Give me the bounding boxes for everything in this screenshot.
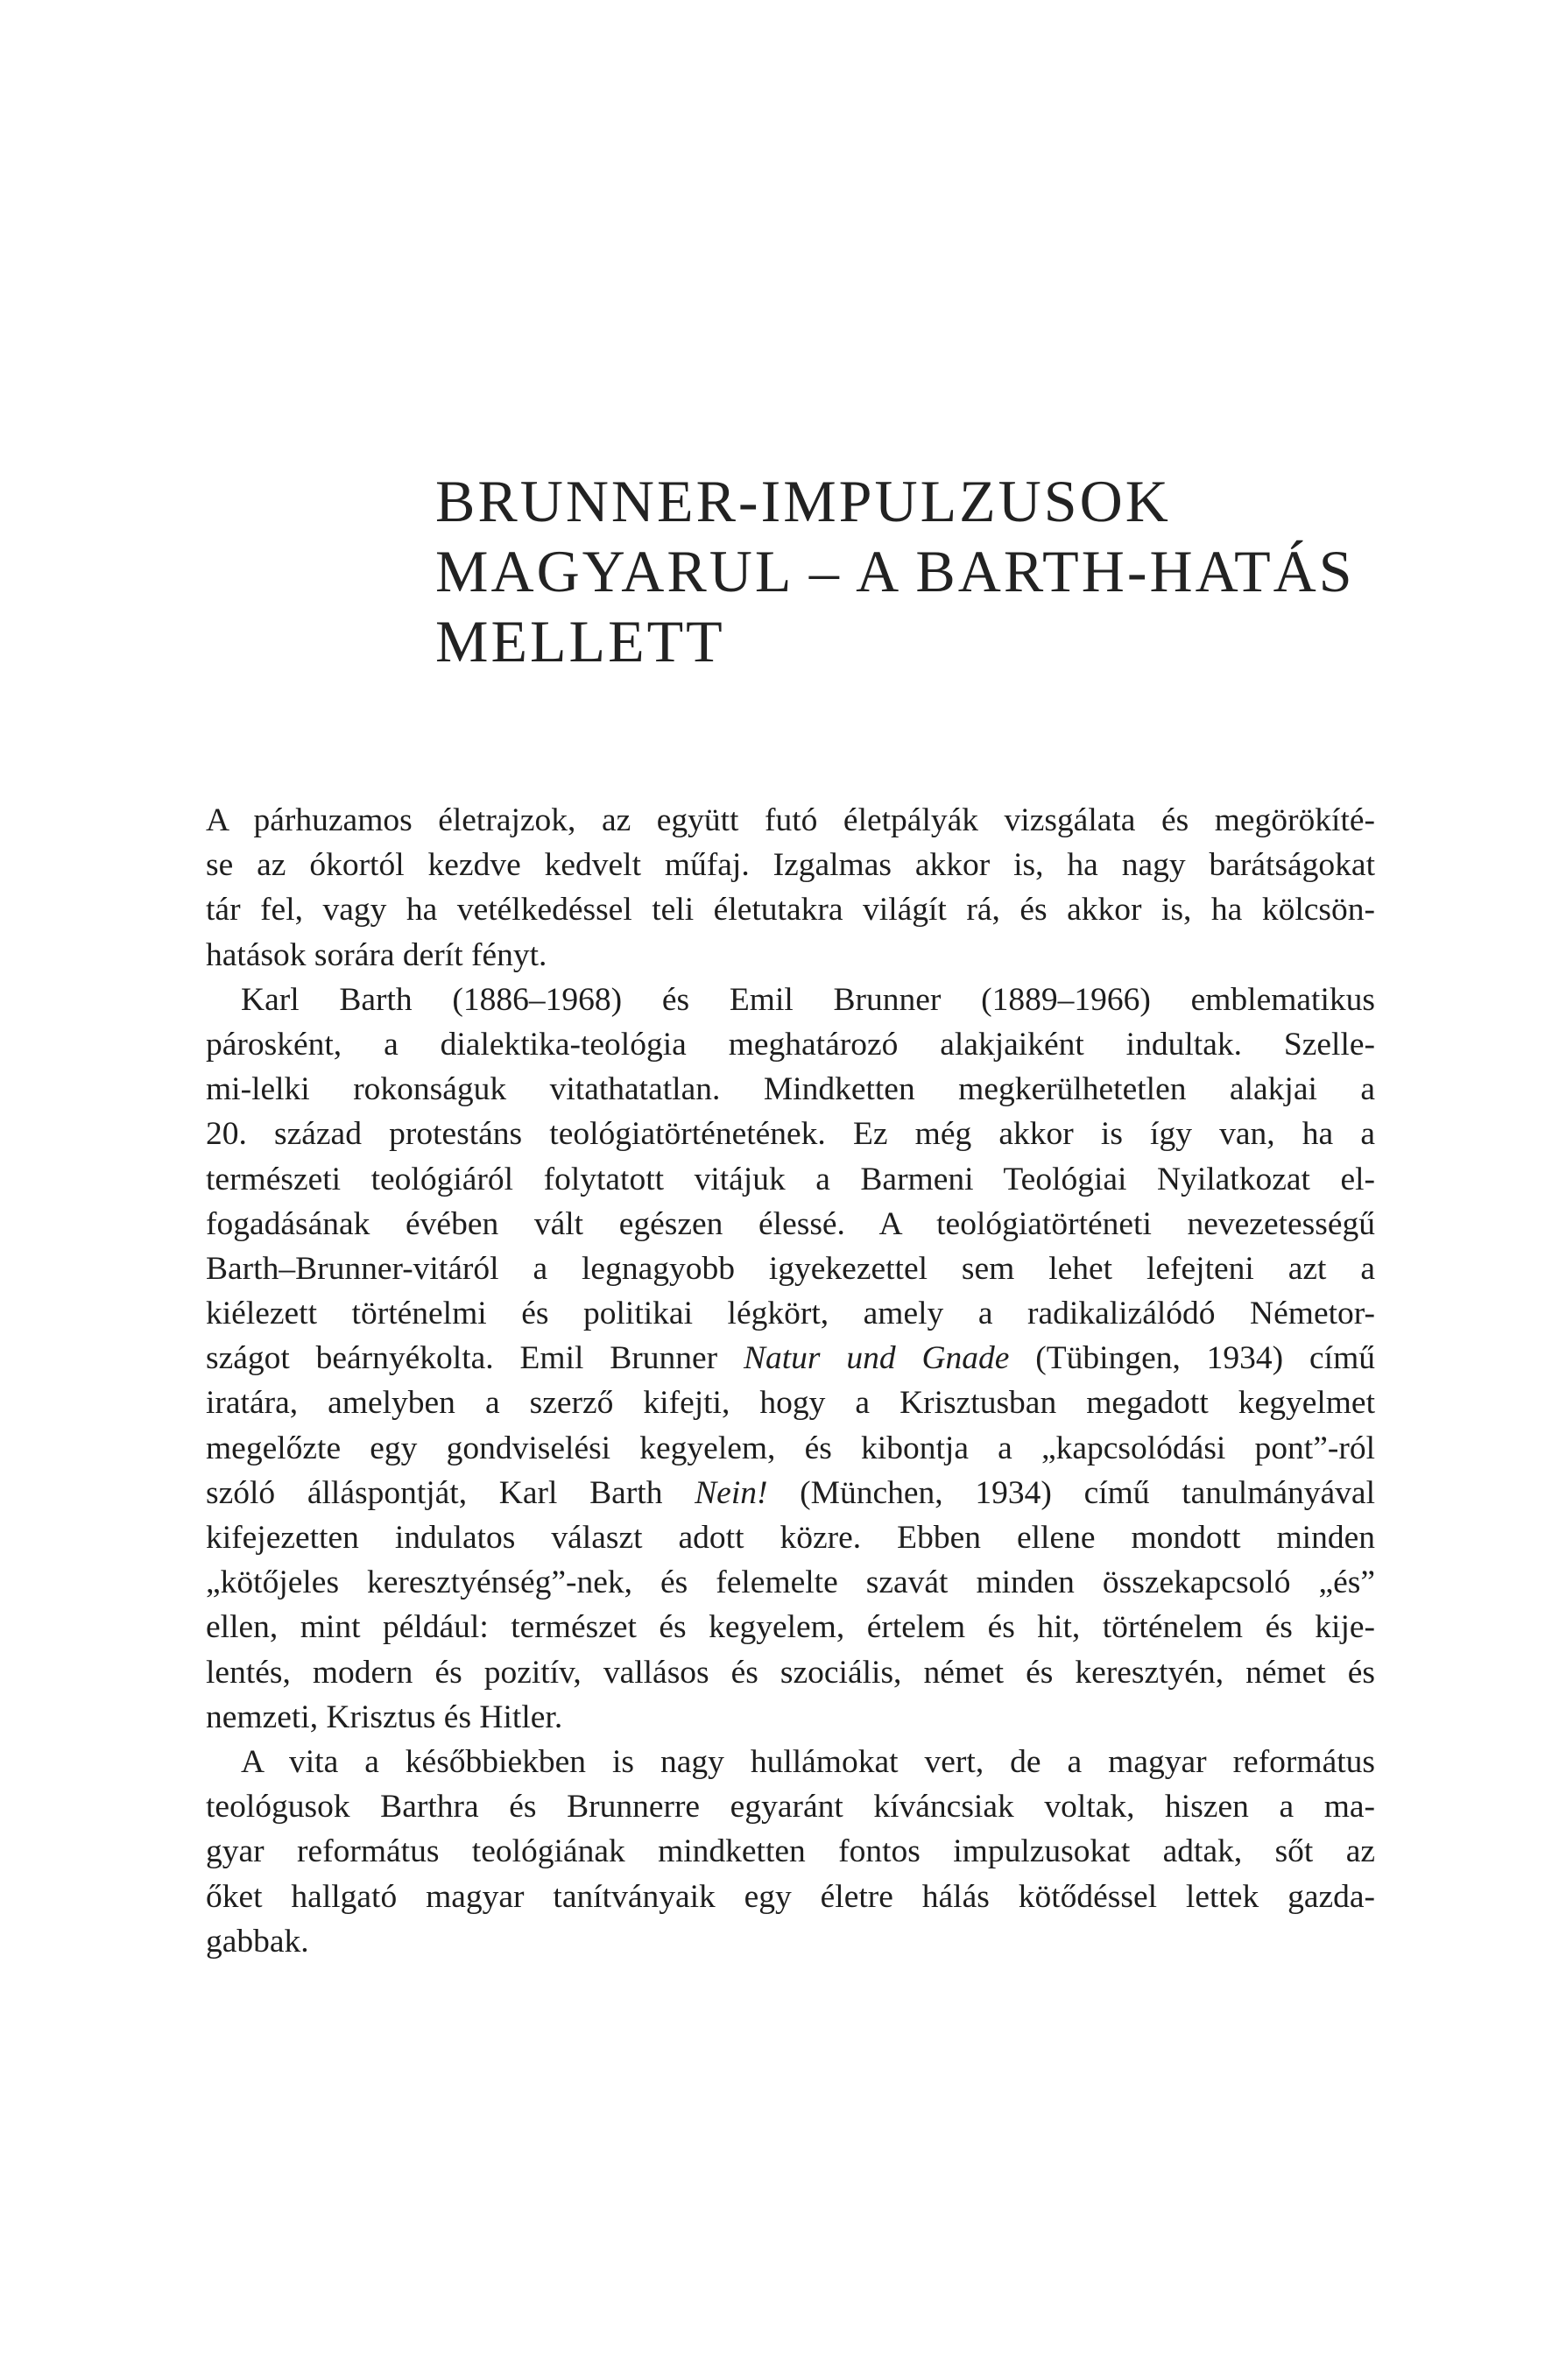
text-line: mi-lelki rokonságuk vitathatatlan. Mindketten megkerülhetetlen alakjai a xyxy=(206,1071,1375,1108)
text-line: hatások sorára derít fényt. xyxy=(206,936,547,973)
text-line: lentés, modern és pozitív, vallásos és szociális, német és keresztyén, német és xyxy=(206,1654,1375,1691)
text-fragment: szágot beárnyékolta. Emil Brunner xyxy=(206,1340,744,1377)
text-line: természeti teológiáról folytatott vitájuk a Barmeni Teológiai Nyilatkozat el- xyxy=(206,1161,1375,1197)
text-fragment: (Tübingen, 1934) című xyxy=(1009,1340,1375,1377)
chapter-title-line: MELLETT xyxy=(435,608,725,674)
text-line: párosként, a dialektika-teológia meghatározó alakjaiként indultak. Szelle- xyxy=(206,1026,1375,1063)
text-line: kifejezetten indulatos választ adott közre. Ebben ellene mondott minden xyxy=(206,1520,1375,1556)
text-line: A párhuzamos életrajzok, az együtt futó életpályák vizsgálata és megörökíté- xyxy=(206,802,1375,838)
book-title-italic: Nein! xyxy=(695,1474,768,1511)
paragraph-3 xyxy=(206,1740,1375,1964)
text-fragment: (München, 1934) című tanulmányával xyxy=(767,1474,1375,1511)
text-line: tár fel, vagy ha vetélkedéssel teli életutakra világít rá, és akkor is, ha kölcsön- xyxy=(206,892,1375,929)
chapter-title-line: MAGYARUL – A BARTH-HATÁS xyxy=(435,538,1355,604)
text-line: Barth–Brunner-vitáról a legnagyobb igyekezettel sem lehet lefejteni azt a xyxy=(206,1250,1375,1287)
text-line: kiélezett történelmi és politikai légkört, amely a radikalizálódó Németor- xyxy=(206,1296,1375,1332)
chapter-title xyxy=(435,466,1364,676)
text-line: fogadásának évében vált egészen élessé. A teológiatörténeti nevezetességű xyxy=(206,1205,1375,1242)
chapter-title-line: BRUNNER-IMPULZUSOK xyxy=(435,468,1171,534)
text-line: se az ókortól kezdve kedvelt műfaj. Izgalmas akkor is, ha nagy barátságokat xyxy=(206,847,1375,884)
text-line-with-title xyxy=(206,1471,1375,1515)
text-line: ellen, mint például: természet és kegyelem, értelem és hit, történelem és kije- xyxy=(206,1609,1375,1646)
paragraph-2 xyxy=(206,978,1375,1740)
text-line: gabbak. xyxy=(206,1923,309,1960)
text-line: iratára, amelyben a szerző kifejti, hogy a Krisztusban megadott kegyelmet xyxy=(206,1385,1375,1422)
text-line: gyar református teológiának mindketten fontos impulzusokat adtak, sőt az xyxy=(206,1833,1375,1870)
text-line: megelőzte egy gondviselési kegyelem, és kibontja a „kapcsolódási pont”-ról xyxy=(206,1430,1375,1466)
body-text xyxy=(206,798,1375,1964)
text-line: „kötőjeles keresztyénség”-nek, és felemelte szavát minden összekapcsoló „és” xyxy=(206,1564,1375,1601)
text-line: teológusok Barthra és Brunnerre egyaránt kíváncsiak voltak, hiszen a ma- xyxy=(206,1789,1375,1826)
book-title-italic: Natur und Gnade xyxy=(743,1340,1010,1377)
text-line-with-title xyxy=(206,1336,1375,1381)
text-fragment: szóló álláspontját, Karl Barth xyxy=(206,1474,695,1511)
text-line: Karl Barth (1886–1968) és Emil Brunner (1889–1966) emblematikus xyxy=(241,981,1375,1018)
text-line: őket hallgató magyar tanítványaik egy életre hálás kötődéssel lettek gazda- xyxy=(206,1878,1375,1915)
text-line: nemzeti, Krisztus és Hitler. xyxy=(206,1698,563,1735)
text-line: A vita a későbbiekben is nagy hullámokat vert, de a magyar református xyxy=(241,1743,1375,1780)
text-line: 20. század protestáns teológiatörténetének. Ez még akkor is így van, ha a xyxy=(206,1116,1375,1153)
paragraph-1 xyxy=(206,798,1375,978)
